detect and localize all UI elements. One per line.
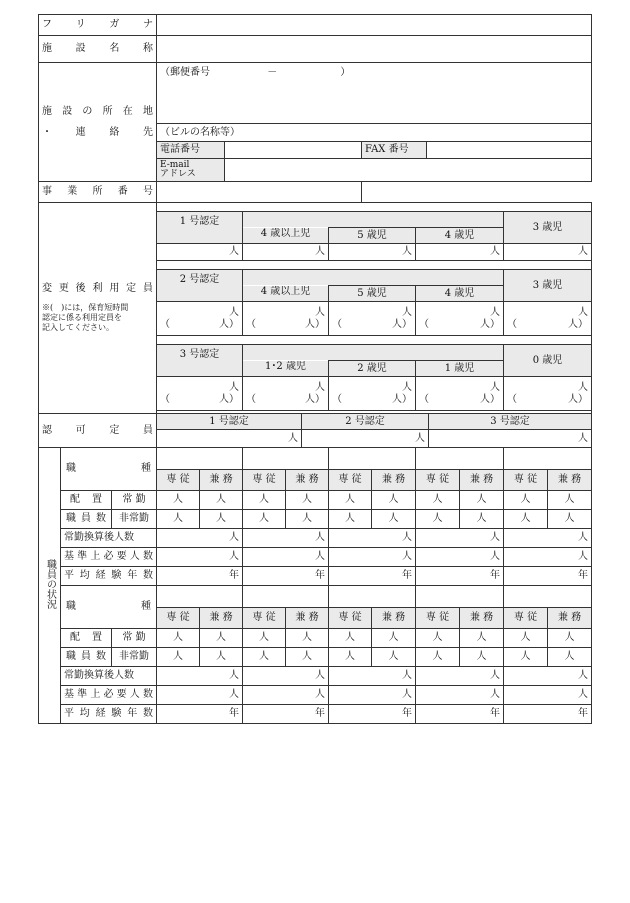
part-time-label: 非常勤: [112, 510, 157, 529]
experience-value[interactable]: 年: [243, 705, 329, 724]
staff-count[interactable]: 人: [548, 510, 592, 529]
converted-value[interactable]: 人: [504, 667, 592, 686]
full-time-header: 専 従: [157, 608, 200, 629]
converted-value[interactable]: 人: [243, 529, 329, 548]
full-time-header: 専 従: [504, 608, 548, 629]
postal-label: （郵便番号: [160, 67, 210, 78]
placement-label: 配 置: [61, 629, 112, 648]
required-label: 基 準 上 必 要 人 数: [61, 548, 157, 567]
staff-count[interactable]: 人: [460, 510, 504, 529]
required-value[interactable]: 人: [416, 548, 504, 567]
staff-type-field[interactable]: [157, 448, 243, 470]
cap3-value[interactable]: 人 （ 人）: [329, 377, 416, 411]
staff-count[interactable]: 人: [243, 629, 286, 648]
staff-side-label: 職員の状況: [39, 448, 61, 724]
staff-count[interactable]: 人: [548, 491, 592, 510]
staff-type-label: 職 種: [61, 586, 157, 629]
staff-count[interactable]: 人: [504, 491, 548, 510]
staff-count[interactable]: 人: [372, 629, 416, 648]
converted-value[interactable]: 人: [157, 529, 243, 548]
staff-count[interactable]: 人: [460, 648, 504, 667]
dual-duty-header: 兼 務: [200, 608, 243, 629]
phone-label: 電話番号: [157, 142, 225, 159]
staff-count[interactable]: 人: [416, 648, 460, 667]
staff-count[interactable]: 人: [504, 648, 548, 667]
placement-label: 配 置: [61, 491, 112, 510]
approved-value[interactable]: 人: [302, 430, 429, 448]
staff-count[interactable]: 人: [329, 491, 372, 510]
required-value[interactable]: 人: [157, 548, 243, 567]
experience-value[interactable]: 年: [243, 567, 329, 586]
required-value[interactable]: 人: [329, 686, 416, 705]
dual-duty-header: 兼 務: [460, 608, 504, 629]
staff-count[interactable]: 人: [372, 648, 416, 667]
staff-count[interactable]: 人: [157, 510, 200, 529]
staff-count[interactable]: 人: [200, 510, 243, 529]
approved-table: [38, 413, 592, 448]
cap3-cert: 3 号認定: [157, 345, 243, 377]
cap2-group: 4 歳以上児: [243, 286, 329, 302]
capacity-spacer: [157, 261, 592, 270]
cap1-last: 3 歳児: [504, 212, 592, 244]
building-label: （ビルの名称等）: [160, 126, 240, 138]
required-value[interactable]: 人: [416, 686, 504, 705]
staff-count[interactable]: 人: [416, 510, 460, 529]
staff-count[interactable]: 人: [157, 648, 200, 667]
staff-type-field[interactable]: [157, 586, 243, 608]
required-label: 基 準 上 必 要 人 数: [61, 686, 157, 705]
dual-duty-header: 兼 務: [286, 470, 329, 491]
full-time-header: 専 従: [504, 470, 548, 491]
converted-value[interactable]: 人: [416, 667, 504, 686]
cap1-group-top: [243, 212, 504, 228]
staff-count[interactable]: 人: [243, 510, 286, 529]
fax-label: FAX 番号: [362, 142, 427, 159]
cap1-value[interactable]: 人: [329, 244, 416, 261]
staff-count[interactable]: 人: [548, 648, 592, 667]
cap1-cert: 1 号認定: [157, 212, 243, 244]
approved-cert2: 2 号認定: [302, 414, 429, 430]
staff-count[interactable]: 人: [329, 648, 372, 667]
part-time-label: 非常勤: [112, 648, 157, 667]
converted-label: 常勤換算後人数: [61, 667, 157, 686]
converted-value[interactable]: 人: [329, 667, 416, 686]
staff-count[interactable]: 人: [460, 491, 504, 510]
full-time-header: 専 従: [157, 470, 200, 491]
required-value[interactable]: 人: [157, 686, 243, 705]
cap2-group-top: [243, 270, 504, 286]
staff-count[interactable]: 人: [157, 629, 200, 648]
facility-info-table: [38, 14, 592, 203]
staff-count[interactable]: 人: [286, 491, 329, 510]
postal-address-field[interactable]: [157, 63, 592, 124]
cap3-value[interactable]: 人 （ 人）: [416, 377, 504, 411]
approved-value[interactable]: 人: [429, 430, 592, 448]
approved-value[interactable]: 人: [157, 430, 302, 448]
application-form: [38, 14, 591, 724]
office-number-label: 事 業 所 番 号: [39, 182, 157, 203]
full-time-header: 専 従: [416, 470, 460, 491]
approved-cert3: 3 号認定: [429, 414, 592, 430]
cap2-value[interactable]: 人 （ 人）: [157, 302, 243, 336]
cap2-value[interactable]: 人 （ 人）: [416, 302, 504, 336]
cap2-cert: 2 号認定: [157, 270, 243, 302]
experience-label: 平 均 経 験 年 数: [61, 705, 157, 724]
staff-count[interactable]: 人: [243, 648, 286, 667]
email-field[interactable]: [225, 159, 592, 182]
cap3-group-top: [243, 345, 504, 361]
cap3-group: 1･2 歳児: [243, 361, 329, 377]
dual-duty-header: 兼 務: [200, 470, 243, 491]
cap3-sub1: 2 歳児: [329, 361, 416, 377]
experience-label: 平 均 経 験 年 数: [61, 567, 157, 586]
staff-type-field[interactable]: [329, 448, 416, 470]
cap2-sub1: 5 歳児: [329, 286, 416, 302]
email-label: E-mail アドレス: [157, 159, 225, 182]
experience-value[interactable]: 年: [416, 567, 504, 586]
converted-value[interactable]: 人: [243, 667, 329, 686]
fax-field[interactable]: [427, 142, 592, 159]
experience-value[interactable]: 年: [416, 705, 504, 724]
dual-duty-header: 兼 務: [286, 608, 329, 629]
required-value[interactable]: 人: [504, 548, 592, 567]
staff-type-field[interactable]: [504, 586, 592, 608]
converted-value[interactable]: 人: [416, 529, 504, 548]
staff-count[interactable]: 人: [200, 491, 243, 510]
capacity-label: 変 更 後 利 用 定 員 ※( )には，保育短時間 認定に係る利用定員を 記入してください。: [39, 203, 157, 414]
staff-count[interactable]: 人: [286, 510, 329, 529]
staff-count[interactable]: 人: [329, 510, 372, 529]
cap2-value[interactable]: 人 （ 人）: [504, 302, 592, 336]
cap3-value[interactable]: 人 （ 人）: [504, 377, 592, 411]
staff-count[interactable]: 人: [200, 629, 243, 648]
staff-type-field[interactable]: [416, 586, 504, 608]
experience-value[interactable]: 年: [329, 705, 416, 724]
experience-value[interactable]: 年: [157, 705, 243, 724]
staff-type-label: 職 種: [61, 448, 157, 491]
staff-count[interactable]: 人: [157, 491, 200, 510]
cap2-value[interactable]: 人 （ 人）: [329, 302, 416, 336]
cap1-value[interactable]: 人: [157, 244, 243, 261]
required-value[interactable]: 人: [329, 548, 416, 567]
staff-count[interactable]: 人: [329, 629, 372, 648]
regular-label: 常 勤: [112, 629, 157, 648]
cap1-value[interactable]: 人: [504, 244, 592, 261]
converted-value[interactable]: 人: [157, 667, 243, 686]
dual-duty-header: 兼 務: [460, 470, 504, 491]
staff-count[interactable]: 人: [504, 629, 548, 648]
cap1-sub2: 4 歳児: [416, 228, 504, 244]
capacity-spacer-top: [157, 203, 592, 212]
cap1-group: 4 歳以上児: [243, 228, 329, 244]
regular-label: 常 勤: [112, 491, 157, 510]
approved-cert1: 1 号認定: [157, 414, 302, 430]
converted-value[interactable]: 人: [329, 529, 416, 548]
dual-duty-header: 兼 務: [548, 470, 592, 491]
full-time-header: 専 従: [243, 470, 286, 491]
office-number-blank: [362, 182, 592, 203]
furigana-field[interactable]: [157, 15, 592, 36]
facility-name-field[interactable]: [157, 36, 592, 63]
staff-count[interactable]: 人: [416, 491, 460, 510]
staff-count[interactable]: 人: [200, 648, 243, 667]
facility-name-label: 施 設 名 称: [39, 36, 157, 63]
full-time-header: 専 従: [329, 608, 372, 629]
dual-duty-header: 兼 務: [372, 608, 416, 629]
staff-count-label: 職 員 数: [61, 648, 112, 667]
furigana-label: フ リ ガ ナ: [39, 15, 157, 36]
office-number-field[interactable]: [157, 182, 362, 203]
phone-field[interactable]: [225, 142, 362, 159]
staff-count[interactable]: 人: [460, 629, 504, 648]
cap2-value[interactable]: 人 （ 人）: [243, 302, 329, 336]
cap2-last: 3 歳児: [504, 270, 592, 302]
cap2-sub2: 4 歳児: [416, 286, 504, 302]
experience-value[interactable]: 年: [157, 567, 243, 586]
staff-type-field[interactable]: [504, 448, 592, 470]
dual-duty-header: 兼 務: [548, 608, 592, 629]
staff-count[interactable]: 人: [548, 629, 592, 648]
full-time-header: 専 従: [329, 470, 372, 491]
dual-duty-header: 兼 務: [372, 470, 416, 491]
building-field[interactable]: [157, 124, 592, 142]
required-value[interactable]: 人: [504, 686, 592, 705]
staff-count[interactable]: 人: [372, 491, 416, 510]
experience-value[interactable]: 年: [504, 567, 592, 586]
full-time-header: 専 従: [416, 608, 460, 629]
staff-count[interactable]: 人: [504, 510, 548, 529]
staff-count[interactable]: 人: [372, 510, 416, 529]
postal-close: ）: [340, 67, 351, 78]
staff-type-field[interactable]: [243, 448, 329, 470]
converted-value[interactable]: 人: [504, 529, 592, 548]
staff-count[interactable]: 人: [243, 491, 286, 510]
staff-count[interactable]: 人: [286, 629, 329, 648]
staff-type-field[interactable]: [416, 448, 504, 470]
staff-count[interactable]: 人: [416, 629, 460, 648]
capacity-table: [38, 202, 592, 414]
staff-count[interactable]: 人: [286, 648, 329, 667]
staff-table: [38, 447, 592, 724]
cap1-sub1: 5 歳児: [329, 228, 416, 244]
postal-dash: －: [267, 67, 278, 78]
location-label: 施 設 の 所 在 地 ・ 連 絡 先: [39, 63, 157, 182]
cap3-value[interactable]: 人 （ 人）: [243, 377, 329, 411]
cap3-last: 0 歳児: [504, 345, 592, 377]
experience-value[interactable]: 年: [504, 705, 592, 724]
converted-label: 常勤換算後人数: [61, 529, 157, 548]
full-time-header: 専 従: [243, 608, 286, 629]
staff-count-label: 職 員 数: [61, 510, 112, 529]
cap1-value[interactable]: 人: [243, 244, 329, 261]
cap3-value[interactable]: 人 （ 人）: [157, 377, 243, 411]
staff-type-field[interactable]: [329, 586, 416, 608]
capacity-note: ※( )には，保育短時間 認定に係る利用定員を 記入してください。: [42, 302, 129, 332]
experience-value[interactable]: 年: [329, 567, 416, 586]
cap3-sub2: 1 歳児: [416, 361, 504, 377]
cap1-value[interactable]: 人: [416, 244, 504, 261]
approved-label: 認 可 定 員: [39, 414, 157, 448]
required-value[interactable]: 人: [243, 686, 329, 705]
staff-type-field[interactable]: [243, 586, 329, 608]
capacity-spacer: [157, 336, 592, 345]
required-value[interactable]: 人: [243, 548, 329, 567]
